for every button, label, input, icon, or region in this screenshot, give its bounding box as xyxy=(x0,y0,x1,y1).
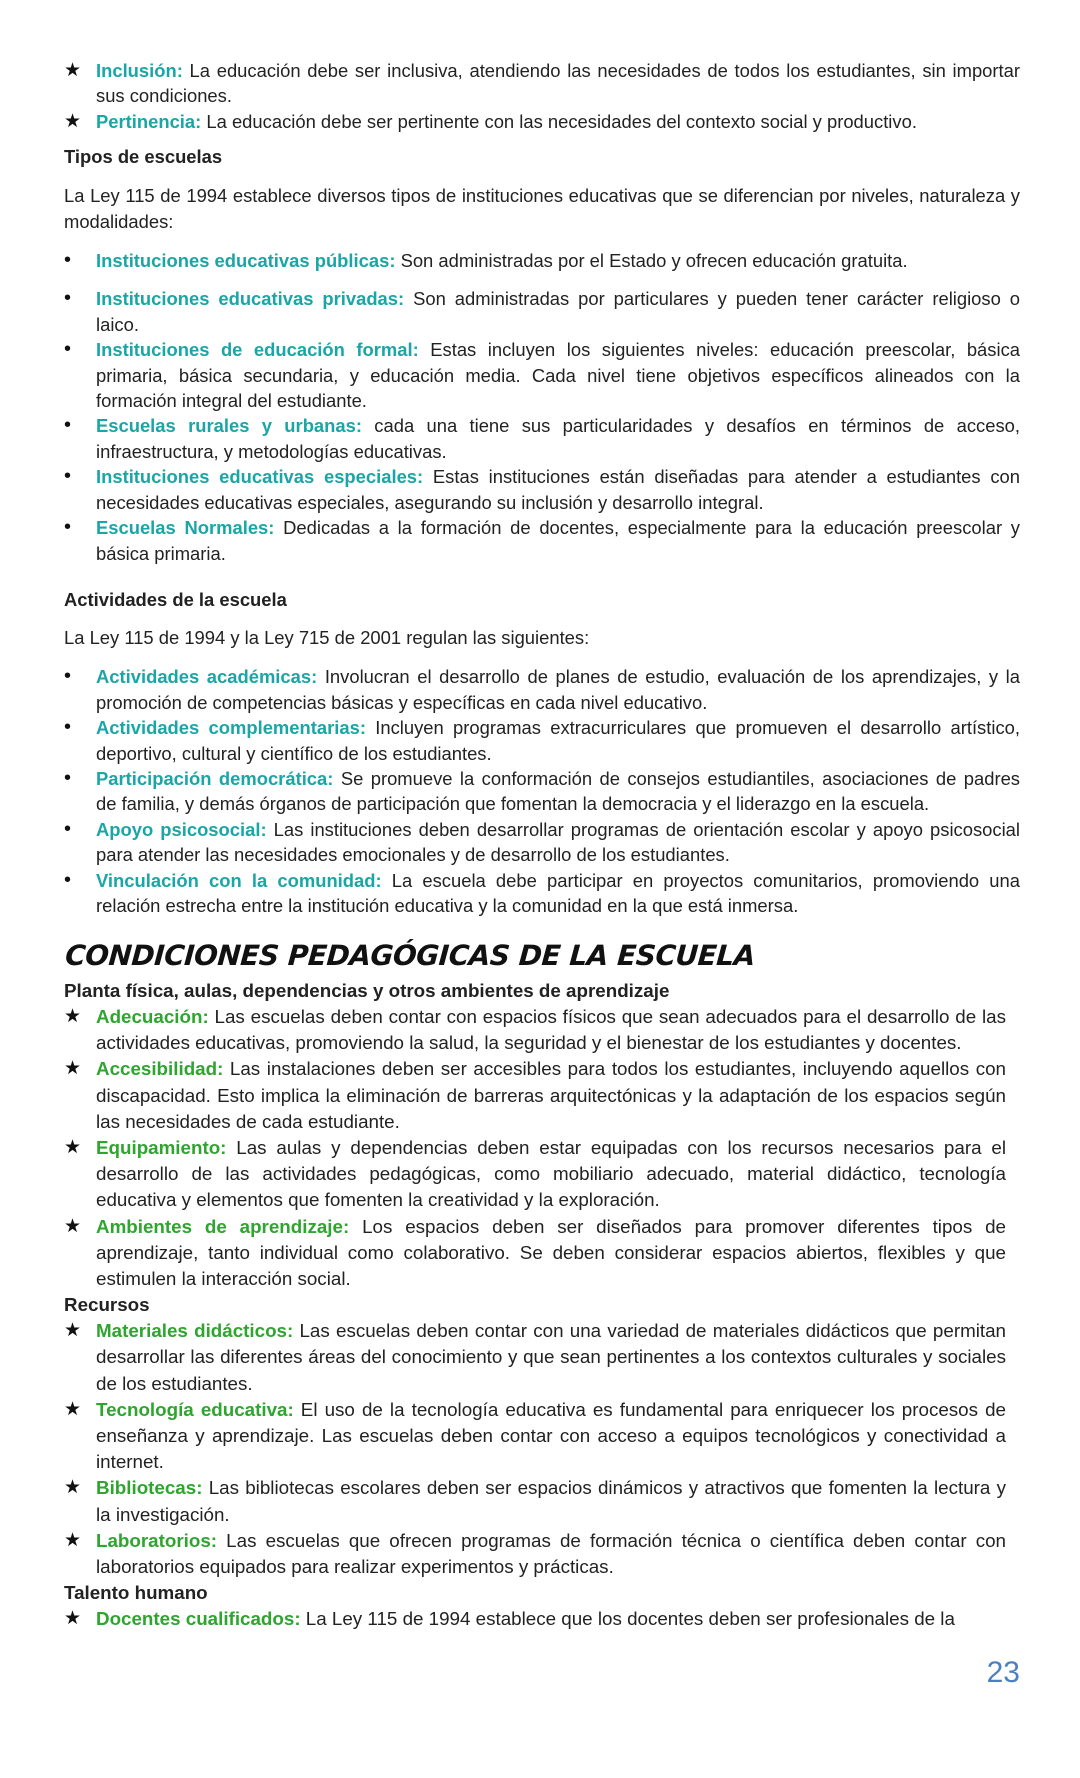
term-text: Las escuelas deben contar con espacios físicos que sean adecuados para el desarrollo de las actividades educativas, promoviendo la salud, la seguridad y el bienestar de los estudiantes y docentes. xyxy=(96,1006,1006,1054)
page-number: 23 xyxy=(986,1656,1020,1689)
term-text: Dedicadas a la formación de docentes, especialmente para la educación preescolar y básica primaria. xyxy=(96,517,1020,564)
term-text: Las bibliotecas escolares deben ser espacios dinámicos y atractivos que fomenten la lectura y la investigación. xyxy=(96,1477,1006,1525)
term: Tecnología educativa: xyxy=(96,1398,294,1420)
term-text: La educación debe ser inclusiva, atendiendo las necesidades de todos los estudiantes, sin importar sus condiciones. xyxy=(96,60,1020,107)
term: Pertinencia: xyxy=(96,110,202,132)
bullet-icon: • xyxy=(64,338,72,361)
list-item xyxy=(64,286,1020,337)
term-text: Son administradas por el Estado y ofrecen educación gratuita. xyxy=(395,250,908,272)
list-item xyxy=(64,1397,1006,1476)
list-item xyxy=(64,766,1020,817)
term-text: Se promueve la conformación de consejos estudiantiles, asociaciones de padres de familia, y demás órganos de participación que fomentan la democracia y el liderazgo en la escuela. xyxy=(96,767,1020,815)
term: Ambientes de aprendizaje: xyxy=(96,1215,350,1237)
list-item xyxy=(64,413,1020,464)
term: Materiales didácticos: xyxy=(96,1320,294,1342)
term: Equipamiento: xyxy=(96,1137,227,1159)
list-item-pertinencia xyxy=(64,109,1020,134)
term-text: Estas instituciones están diseñadas para atender a estudiantes con necesidades educativas especiales, asegurando su inclusión y desarrollo integral. xyxy=(96,466,1020,513)
star-icon: ★ xyxy=(64,1398,82,1420)
term: Accesibilidad: xyxy=(96,1058,224,1080)
term-text: Las escuelas deben contar con una variedad de materiales didácticos que permitan desarrollar las diferentes áreas del conocimiento y que sean pertinentes a los contextos culturales y sociales de los estudiantes. xyxy=(96,1320,1006,1394)
term-text: Involucran el desarrollo de planes de estudio, evaluación de los aprendizajes, y la promoción de competencias básicas y específicas en cada nivel educativo. xyxy=(96,666,1020,713)
list-item xyxy=(64,1318,1006,1397)
term-text: Las instituciones deben desarrollar programas de orientación escolar y apoyo psicosocial para atender las necesidades emocionales y de desarrollo de los estudiantes. xyxy=(96,818,1020,866)
bullet-icon: • xyxy=(64,716,72,739)
term: Participación democrática: xyxy=(96,767,334,789)
term-text: La Ley 115 de 1994 establece que los docentes deben ser profesionales de la xyxy=(300,1608,955,1630)
list-item xyxy=(64,1214,1006,1293)
term-text: Las instalaciones deben ser accesibles para todos los estudiantes, incluyendo aquellos con discapacidad. Esto implica la eliminación de barreras arquitectónicas y la adaptación de los espacios según las necesidades de cada estudiante. xyxy=(96,1058,1006,1132)
bullet-icon: • xyxy=(64,665,72,688)
term-text: Incluyen programas extracurriculares que promueven el desarrollo artístico, deportivo, cultural y científico de los estudiantes. xyxy=(96,717,1020,764)
list-item xyxy=(64,1606,1006,1632)
bullet-icon: • xyxy=(64,817,72,840)
term: Instituciones de educación formal: xyxy=(96,339,419,361)
term: Instituciones educativas especiales: xyxy=(96,466,424,488)
heading-planta: Planta física, aulas, dependencias y otros ambientes de aprendizaje xyxy=(64,980,670,1001)
paragraph-tipos-intro: La Ley 115 de 1994 establece diversos tipos de instituciones educativas que se diferencian por niveles, naturaleza y modalidades: xyxy=(64,185,1020,232)
list-item xyxy=(64,1528,1006,1580)
bullet-icon: • xyxy=(64,414,72,437)
star-icon: ★ xyxy=(64,1608,82,1630)
list-item xyxy=(64,1004,1006,1056)
bullet-icon: • xyxy=(64,249,72,272)
term: Vinculación con la comunidad: xyxy=(96,869,382,891)
bullet-icon: • xyxy=(64,766,72,789)
heading-tipos: Tipos de escuelas xyxy=(64,146,223,168)
term: Instituciones educativas públicas: xyxy=(96,250,396,272)
term: Inclusión: xyxy=(96,60,183,81)
star-icon: ★ xyxy=(64,1137,82,1159)
list-item xyxy=(64,1475,1006,1527)
term: Docentes cualificados: xyxy=(96,1608,301,1630)
star-icon: ★ xyxy=(64,110,82,132)
star-icon: ★ xyxy=(64,1058,82,1080)
bullet-icon: • xyxy=(64,287,72,310)
term: Adecuación: xyxy=(96,1006,209,1027)
list-item xyxy=(64,715,1020,766)
list-item-inclusion xyxy=(64,58,1020,109)
term: Laboratorios: xyxy=(96,1529,218,1551)
term-text: La educación debe ser pertinente con las necesidades del contexto social y productivo. xyxy=(201,110,917,132)
list-item xyxy=(64,664,1020,715)
bullet-icon: • xyxy=(64,465,72,488)
term-text: Las escuelas que ofrecen programas de formación técnica o científica deben contar con laboratorios equipados para realizar experimentos y prácticas. xyxy=(96,1529,1006,1578)
term: Actividades académicas: xyxy=(96,666,318,688)
list-item xyxy=(64,817,1020,868)
list-item xyxy=(64,337,1020,413)
star-icon: ★ xyxy=(64,1006,82,1027)
term-text: cada una tiene sus particularidades y desafíos en términos de acceso, infraestructura, y metodologías educativas. xyxy=(96,415,1020,462)
term: Escuelas rurales y urbanas: xyxy=(96,415,362,437)
term: Escuelas Normales: xyxy=(96,517,275,539)
term: Actividades complementarias: xyxy=(96,717,366,739)
list-item xyxy=(64,515,1020,566)
term: Apoyo psicosocial: xyxy=(96,818,267,840)
star-icon: ★ xyxy=(64,1215,82,1237)
star-icon: ★ xyxy=(64,1320,82,1342)
term-text: La escuela debe participar en proyectos comunitarios, promoviendo una relación estrecha entre la institución educativa y la comunidad en la que está inmersa. xyxy=(96,869,1020,916)
term-text: El uso de la tecnología educativa es fundamental para enriquecer los procesos de enseñanza y aprendizaje. Las escuelas deben contar con acceso a equipos tecnológicos y conectividad a internet. xyxy=(96,1398,1006,1473)
list-item xyxy=(64,248,1020,273)
term-text: Estas incluyen los siguientes niveles: educación preescolar, básica primaria, básica secundaria, y educación media. Cada nivel tiene objetivos específicos alineados con la formación integral del estudiante. xyxy=(96,339,1020,412)
section-condiciones xyxy=(64,938,1006,1632)
term-text: Las aulas y dependencias deben estar equipadas con los recursos necesarios para el desarrollo de las actividades pedagógicas, como mobiliario adecuado, material didáctico, tecnología educativa y elementos que fomenten la creatividad y la exploración. xyxy=(96,1137,1006,1211)
list-item xyxy=(64,1135,1006,1214)
term-text: Son administradas por particulares y pueden tener carácter religioso o laico. xyxy=(96,288,1020,335)
list-item xyxy=(64,868,1020,919)
heading-talento: Talento humano xyxy=(64,1582,208,1604)
heading-recursos: Recursos xyxy=(64,1294,150,1316)
heading-actividades: Actividades de la escuela xyxy=(64,588,287,610)
term-text: Los espacios deben ser diseñados para promover diferentes tipos de aprendizaje, tanto individual como colaborativo. Se deben considerar espacios abiertos, flexibles y que estimulen la interacción social. xyxy=(96,1215,1006,1290)
star-icon: ★ xyxy=(64,60,82,81)
list-item xyxy=(64,1056,1006,1135)
section-title: CONDICIONES PEDAGÓGICAS DE LA ESCUELA xyxy=(64,939,757,972)
paragraph-actividades-intro: La Ley 115 de 1994 y la Ley 715 de 2001 regulan las siguientes: xyxy=(64,626,590,648)
star-icon: ★ xyxy=(64,1477,82,1499)
term: Instituciones educativas privadas: xyxy=(96,288,405,310)
page-body xyxy=(64,58,1020,918)
term: Bibliotecas: xyxy=(96,1477,203,1499)
bullet-icon: • xyxy=(64,516,72,539)
star-icon: ★ xyxy=(64,1529,82,1551)
bullet-icon: • xyxy=(64,868,72,891)
list-item xyxy=(64,464,1020,515)
